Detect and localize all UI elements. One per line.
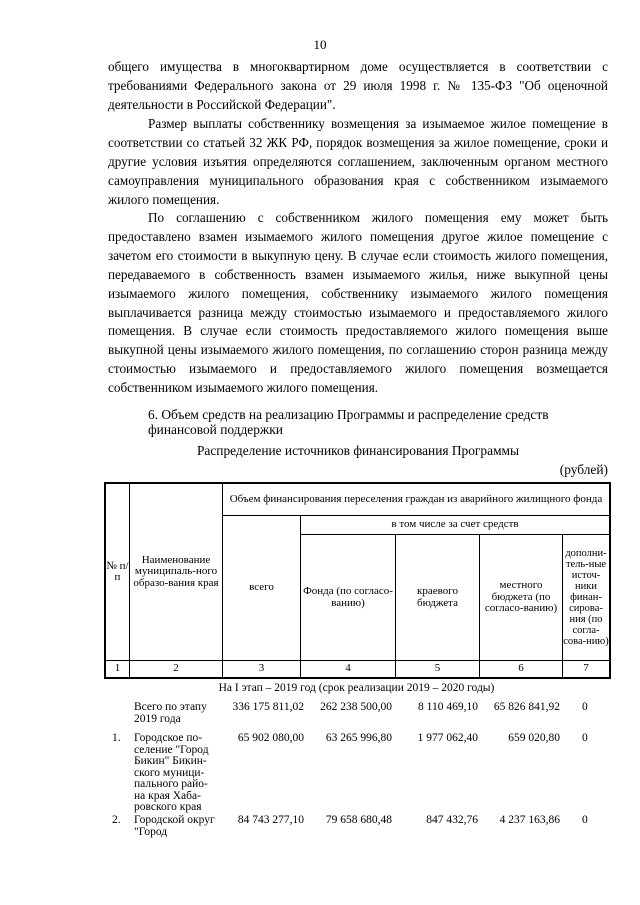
- row-local: 4 237 163,86: [499, 814, 560, 826]
- row-regional: 1 977 062,40: [417, 732, 478, 744]
- row-additional: 0: [582, 814, 588, 826]
- row-total: 65 902 080,00: [237, 732, 304, 744]
- row-num: 2.: [112, 814, 121, 826]
- paragraph-2: Размер выплаты собственнику возмещения за изымаемое жилое помещение в соответствии со статьей 32 ЖК РФ, порядок возмещения за жилое помещение, сроки и другие условия изъятия определяются соглашением, заключенным органом местного самоуправления муниципального образования края с собственником изымаемого жилого помещения.: [108, 116, 608, 207]
- header-name: Наименование муниципаль-ного образо-вания края: [129, 483, 223, 661]
- row-fund: 63 265 996,80: [325, 732, 392, 744]
- header-fund: Фонда (по согласо-ванию): [300, 534, 396, 661]
- row-regional: 8 110 469,10: [418, 701, 478, 713]
- row-total: 336 175 811,02: [232, 701, 304, 713]
- paragraph-1: общего имущества в многоквартирном доме осуществляется в соответствии с требованиями Федерального закона от 29 июля 1998 г. № 135-ФЗ "Об оценочной деятельности в Российской Федерации".: [108, 59, 608, 112]
- col-number: 4: [300, 660, 396, 678]
- col-number: 2: [129, 660, 223, 678]
- row-additional: 0: [582, 701, 588, 713]
- row-local: 65 826 841,92: [493, 701, 560, 713]
- header-additional: дополни-тель-ные источ-ники финан-сирова-ния (по согла-сова-нию): [562, 534, 610, 661]
- financing-table-header: [104, 482, 611, 679]
- row-local: 659 020,80: [508, 732, 560, 744]
- col-number: 5: [395, 660, 480, 678]
- header-num: № п/п: [105, 483, 130, 661]
- row-name: Городской округ "Город: [134, 814, 215, 838]
- row-name: Городское по-селение "Город Бикин" Бикин-ского муници-пального райо-на края Хаба-ровского края: [134, 732, 209, 813]
- col-number: 3: [222, 660, 301, 678]
- paragraph-3: По соглашению с собственником жилого помещения ему может быть предоставлено взамен изымаемого жилого помещения другое жилое помещение с зачетом его стоимости в выкупную цену. В случае если стоимость жилого помещения, передаваемого в собственность взамен изымаемого жилья, ниже выкупной цены изымаемого жилого помещения, собственнику изымаемого жилого помещения выплачивается разница между стоимостью изымаемого и предоставляемого жилого помещения. В случае если стоимость предоставляемого жилого помещения выше выкупной цены изымаемого жилого помещения, по соглашению сторон разница между стоимостью изымаемого и предоставляемого жилого помещения возмещается собственником изымаемого жилого помещения.: [108, 210, 608, 396]
- header-regional: краевого бюджета: [395, 534, 480, 661]
- row-additional: 0: [582, 732, 588, 744]
- row-fund: 262 238 500,00: [320, 701, 392, 713]
- units-label: (рублей): [559, 462, 608, 477]
- header-total: всего: [222, 515, 301, 661]
- table-caption: Распределение источников финансирования Программы: [196, 443, 520, 458]
- section-heading: 6. Объем средств на реализацию Программы и распределение средств финансовой поддержки: [148, 407, 549, 437]
- header-subgroup: в том числе за счет средств: [300, 515, 610, 535]
- col-number: 7: [562, 660, 610, 678]
- row-fund: 79 658 680,48: [325, 814, 392, 826]
- page-number: 10: [313, 37, 327, 52]
- row-name: Всего по этапу 2019 года: [134, 701, 207, 725]
- header-group: Объем финансирования переселения граждан из аварийного жилищного фонда: [222, 483, 610, 516]
- row-total: 84 743 277,10: [237, 814, 304, 826]
- col-number: 1: [105, 660, 130, 678]
- col-number: 6: [479, 660, 563, 678]
- header-local: местного бюджета (по согласо-ванию): [479, 534, 563, 661]
- row-num: 1.: [112, 732, 121, 744]
- stage-title: На I этап – 2019 год (срок реализации 2019 – 2020 годы): [218, 682, 495, 694]
- row-regional: 847 432,76: [426, 814, 478, 826]
